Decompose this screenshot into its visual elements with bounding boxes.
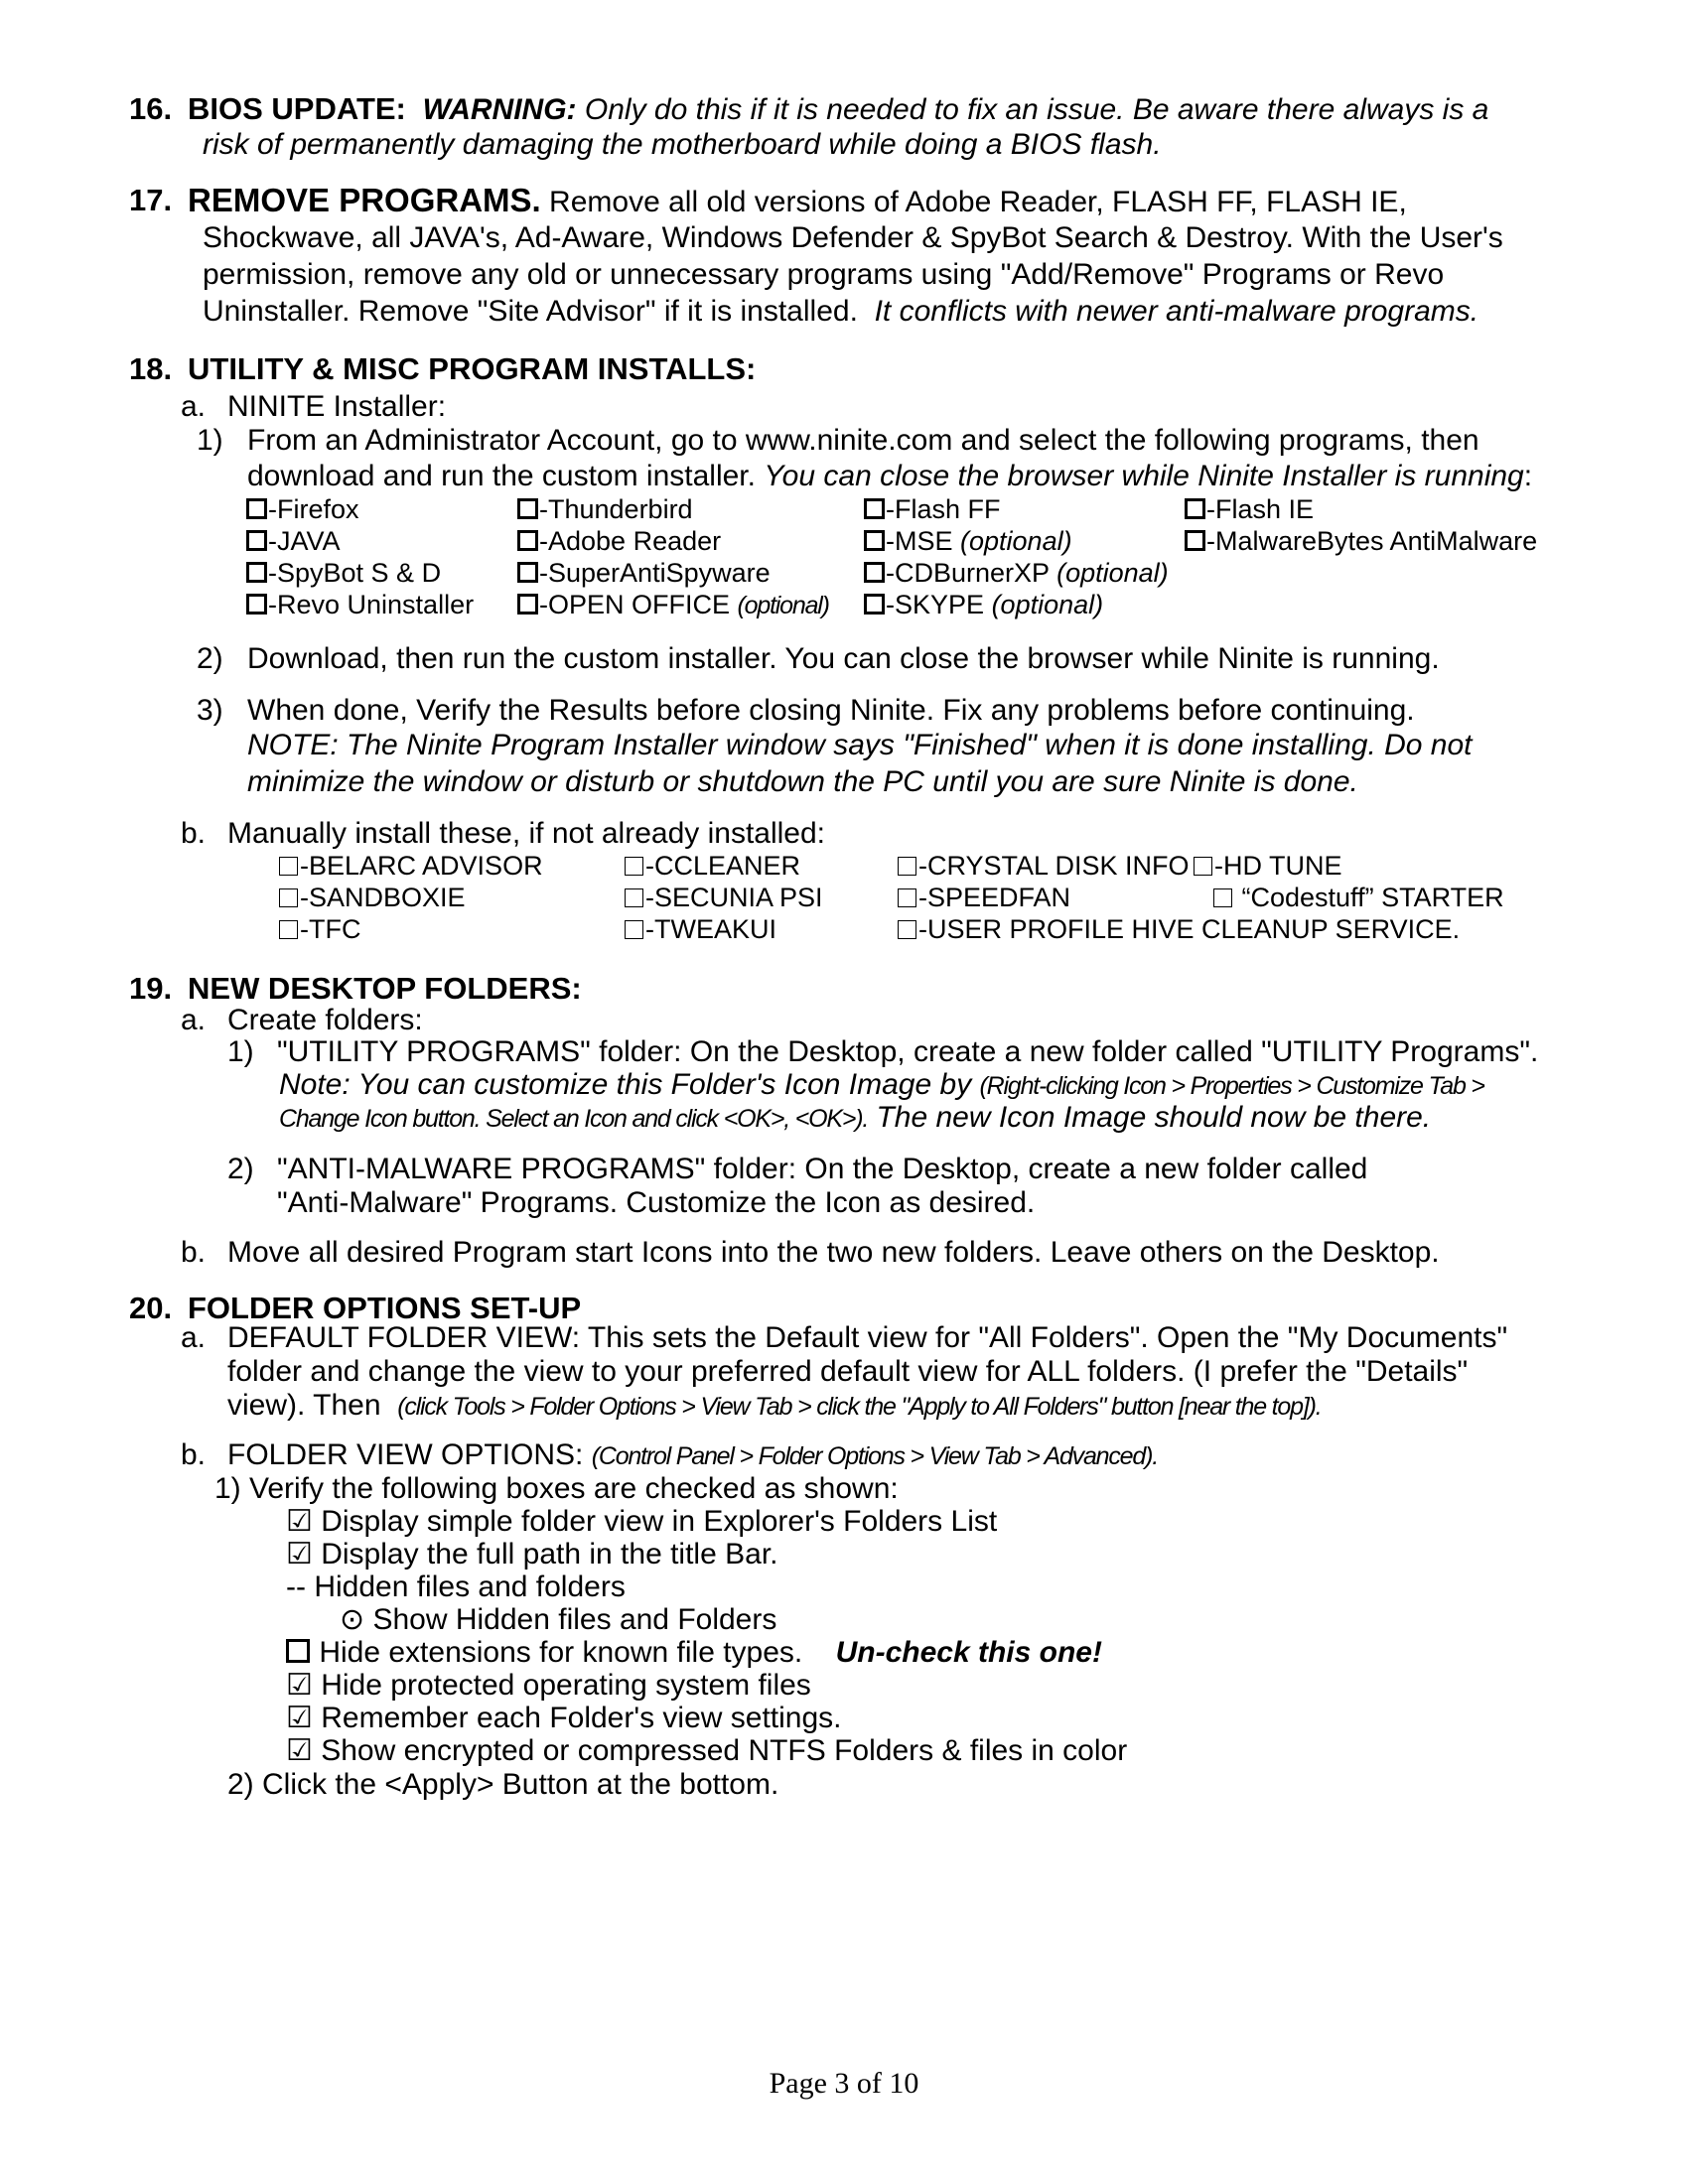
manual-checkbox-tweakui[interactable] — [625, 913, 776, 945]
item-19a2-number: 2) — [227, 1153, 254, 1185]
checkbox-label: -SKYPE — [886, 590, 985, 619]
checkbox-icon — [517, 562, 538, 583]
checkbox-label: -TWEAKUI — [645, 914, 776, 944]
ninite-checkbox-thunderbird[interactable] — [517, 493, 693, 525]
checkbox-label: -Thunderbird — [539, 494, 693, 524]
checkbox-icon — [246, 530, 267, 551]
option-hide-extensions[interactable] — [286, 1635, 1102, 1671]
item-19b-label: b. — [181, 1236, 207, 1269]
ninite-checkbox-adobe-reader[interactable] — [517, 525, 721, 557]
item-20a-line-3 — [227, 1388, 1321, 1425]
section-16-line-1 — [188, 91, 1488, 128]
checkbox-icon — [864, 498, 885, 519]
item-18a1-line-2-note: You can close the browser while Ninite Installer is running — [764, 460, 1524, 492]
item-18a1-line-2-colon: : — [1523, 460, 1533, 492]
checkbox-label: -CRYSTAL DISK INFO — [918, 851, 1190, 881]
option-hide-extensions-label: Hide extensions for known file types. — [311, 1636, 803, 1669]
checkbox-label: -OPEN OFFICE — [539, 590, 731, 619]
checkbox-icon — [625, 888, 643, 907]
item-20a-line-1: DEFAULT FOLDER VIEW: This sets the Default view for "All Folders". Open the "My Documents" — [227, 1321, 1508, 1354]
checkbox-label: -Flash FF — [886, 494, 1001, 524]
checkbox-icon — [864, 530, 885, 551]
item-18a3-number: 3) — [197, 694, 223, 727]
optional-note: (optional) — [960, 526, 1072, 556]
section-17-line-3: permission, remove any old or unnecessary programs using "Add/Remove" Programs or Revo — [203, 258, 1445, 291]
item-19b-text: Move all desired Program start Icons into the two new folders. Leave others on the Desktop. — [227, 1236, 1440, 1269]
checkbox-icon — [1185, 530, 1205, 551]
checkbox-label: -SPEEDFAN — [918, 883, 1071, 912]
ninite-checkbox-flash-ff[interactable] — [864, 493, 1001, 525]
manual-checkbox-user-profile-hive[interactable] — [898, 913, 1460, 945]
item-20b-label: b. — [181, 1438, 207, 1471]
section-19-title: NEW DESKTOP FOLDERS: — [188, 971, 582, 1006]
item-19a-label: a. — [181, 1004, 207, 1036]
section-18-number: 18. — [129, 351, 173, 386]
section-17-text: Remove all old versions of Adobe Reader, FLASH FF, FLASH IE, — [549, 186, 1407, 218]
item-20a-path: (click Tools > Folder Options > View Tab > click the "Apply to All Folders" button [near the top]). — [397, 1393, 1322, 1421]
checkbox-icon — [1194, 857, 1212, 876]
checkbox-icon — [246, 562, 267, 583]
checkbox-icon — [625, 857, 643, 876]
checkbox-icon — [898, 920, 916, 939]
checkbox-label: -Firefox — [268, 494, 359, 524]
item-19a2-line-2: "Anti-Malware" Programs. Customize the Icon as desired. — [277, 1186, 1036, 1219]
manual-checkbox-codestuff-starter[interactable] — [1213, 882, 1504, 913]
manual-checkbox-tfc[interactable] — [279, 913, 360, 945]
checkbox-icon — [246, 594, 267, 614]
checkbox-label: -MSE — [886, 526, 953, 556]
item-19a1-result: The new Icon Image should now be there. — [876, 1101, 1432, 1134]
checkbox-label: -SuperAntiSpyware — [539, 558, 771, 588]
item-18a2-number: 2) — [197, 642, 223, 675]
ninite-checkbox-flash-ie[interactable] — [1185, 493, 1314, 525]
item-18a3-line-2: NOTE: The Ninite Program Installer window says "Finished" when it is done installing. Do not — [247, 729, 1473, 761]
item-18a-text: NINITE Installer: — [227, 390, 447, 423]
item-19a1-line-3 — [279, 1100, 1431, 1137]
checkbox-unchecked-icon — [286, 1639, 310, 1663]
checkbox-icon — [1213, 888, 1232, 907]
section-17-line-1 — [188, 183, 1407, 220]
manual-checkbox-crystal-disk-info[interactable] — [898, 850, 1190, 882]
section-16-title: BIOS UPDATE: — [188, 91, 406, 126]
item-18a2-text: Download, then run the custom installer. You can close the browser while Ninite is running. — [247, 642, 1440, 675]
manual-checkbox-hd-tune[interactable] — [1194, 850, 1342, 882]
item-18a-label: a. — [181, 390, 207, 423]
item-19a1-path-cont: Change Icon button. Select an Icon and click <OK>, <OK>). — [279, 1105, 869, 1133]
checkbox-label: -USER PROFILE HIVE CLEANUP SERVICE. — [918, 914, 1461, 944]
manual-checkbox-speedfan[interactable] — [898, 882, 1070, 913]
section-19-number: 19. — [129, 971, 173, 1006]
item-20a-label: a. — [181, 1321, 207, 1354]
checkbox-icon — [898, 857, 916, 876]
item-20a-line-2: folder and change the view to your preferred default view for ALL folders. (I prefer the "Details" — [227, 1355, 1469, 1388]
item-18a1-line-2 — [247, 459, 1532, 494]
checkbox-icon — [246, 498, 267, 519]
optional-note: (optional) — [737, 592, 829, 619]
item-18a1-number: 1) — [197, 424, 223, 457]
manual-checkbox-belarc[interactable] — [279, 850, 543, 882]
manual-checkbox-ccleaner[interactable] — [625, 850, 800, 882]
section-18-title: UTILITY & MISC PROGRAM INSTALLS: — [188, 351, 757, 386]
section-20-title: FOLDER OPTIONS SET-UP — [188, 1291, 582, 1325]
checkbox-label: -BELARC ADVISOR — [300, 851, 543, 881]
section-17-line-4 — [203, 294, 1478, 330]
warning-text: Only do this if it is needed to fix an issue. Be aware there always is a — [584, 93, 1489, 126]
checkbox-label: -MalwareBytes AntiMalware — [1206, 526, 1538, 556]
checkbox-icon — [898, 888, 916, 907]
checkbox-icon — [625, 920, 643, 939]
option-ntfs-color[interactable]: ☑ Show encrypted or compressed NTFS Folders & files in color — [286, 1734, 1128, 1767]
checkbox-label: “Codestuff” STARTER — [1234, 883, 1504, 912]
manual-checkbox-secunia[interactable] — [625, 882, 823, 913]
checkbox-label: -JAVA — [268, 526, 341, 556]
item-19a2-line-1: "ANTI-MALWARE PROGRAMS" folder: On the Desktop, create a new folder called — [277, 1153, 1368, 1185]
apply-instruction: 2) Click the <Apply> Button at the bottom. — [227, 1768, 779, 1801]
option-remember-view-settings[interactable]: ☑ Remember each Folder's view settings. — [286, 1702, 842, 1734]
option-full-path-title-bar[interactable]: ☑ Display the full path in the title Bar. — [286, 1538, 778, 1570]
item-20b-text: FOLDER VIEW OPTIONS: — [227, 1438, 584, 1471]
item-18a1-line-2-text: download and run the custom installer. — [247, 460, 756, 492]
checkbox-label: -SpyBot S & D — [268, 558, 442, 588]
section-17-line-4-note: It conflicts with newer anti-malware programs. — [874, 295, 1479, 328]
manual-checkbox-sandboxie[interactable] — [279, 882, 466, 913]
checkbox-icon — [864, 562, 885, 583]
option-hide-protected-files[interactable]: ☑ Hide protected operating system files — [286, 1669, 811, 1702]
option-hidden-files-group: -- Hidden files and folders — [286, 1570, 626, 1603]
ninite-checkbox-open-office[interactable] — [517, 589, 829, 621]
item-19a-text: Create folders: — [227, 1004, 423, 1036]
item-18a3-line-1: When done, Verify the Results before closing Ninite. Fix any problems before continuing. — [247, 694, 1415, 727]
checkbox-icon — [1185, 498, 1205, 519]
item-20a-line-3-text: view). Then — [227, 1389, 381, 1422]
ninite-checkbox-spybot[interactable] — [246, 557, 441, 589]
checkbox-icon — [517, 530, 538, 551]
checkbox-icon — [279, 857, 298, 876]
verify-instruction: 1) Verify the following boxes are checked as shown: — [214, 1472, 899, 1505]
checkbox-icon — [517, 594, 538, 614]
ninite-checkbox-superantispyware[interactable] — [517, 557, 771, 589]
ninite-checkbox-malwarebytes[interactable] — [1185, 525, 1537, 557]
checkbox-label: -Adobe Reader — [539, 526, 722, 556]
checkbox-icon — [864, 594, 885, 614]
item-18a1-line-1: From an Administrator Account, go to www.ninite.com and select the following programs, then — [247, 424, 1479, 457]
checkbox-label: -CCLEANER — [645, 851, 801, 881]
ninite-checkbox-java[interactable] — [246, 525, 341, 557]
item-18b-label: b. — [181, 817, 207, 850]
ninite-checkbox-revo[interactable] — [246, 589, 474, 620]
item-19a1-line-2 — [279, 1067, 1484, 1104]
item-19a1-line-1: "UTILITY PROGRAMS" folder: On the Desktop, create a new folder called "UTILITY Programs". — [277, 1035, 1539, 1068]
item-19a1-number: 1) — [227, 1035, 254, 1068]
checkbox-icon — [279, 888, 298, 907]
item-19a1-path: (Right-clicking Icon > Properties > Customize Tab > — [979, 1072, 1484, 1100]
item-19a1-note: Note: You can customize this Folder's Icon Image by — [279, 1068, 972, 1101]
option-simple-folder-view[interactable]: ☑ Display simple folder view in Explorer's Folders List — [286, 1505, 998, 1538]
checkbox-icon — [279, 920, 298, 939]
ninite-checkbox-firefox[interactable] — [246, 493, 359, 525]
checkbox-icon — [517, 498, 538, 519]
checkbox-label: -TFC — [300, 914, 361, 944]
ninite-checkbox-cdburnerxp[interactable] — [864, 557, 1169, 589]
item-18a3-line-3: minimize the window or disturb or shutdown the PC until you are sure Ninite is done. — [247, 765, 1358, 798]
section-17-line-4-text: Uninstaller. Remove "Site Advisor" if it is installed. — [203, 295, 858, 328]
checkbox-label: -CDBurnerXP — [886, 558, 1050, 588]
item-18b-text: Manually install these, if not already installed: — [227, 817, 825, 850]
section-17-line-2: Shockwave, all JAVA's, Ad-Aware, Windows Defender & SpyBot Search & Destroy. With the User's — [203, 221, 1503, 254]
section-20-number: 20. — [129, 1291, 173, 1325]
section-16-number: 16. — [129, 91, 173, 126]
optional-note: (optional) — [1056, 558, 1169, 588]
ninite-checkbox-mse[interactable] — [864, 525, 1072, 557]
ninite-checkbox-skype[interactable] — [864, 589, 1103, 620]
checkbox-label: -HD TUNE — [1214, 851, 1342, 881]
checkbox-label: -SANDBOXIE — [300, 883, 466, 912]
section-17-number: 17. — [129, 183, 173, 217]
section-16-line-2: risk of permanently damaging the motherboard while doing a BIOS flash. — [203, 128, 1162, 161]
section-17-title: REMOVE PROGRAMS. — [188, 182, 541, 218]
optional-note: (optional) — [991, 590, 1104, 619]
page-number: Page 3 of 10 — [769, 2067, 919, 2100]
checkbox-label: -Revo Uninstaller — [268, 590, 475, 619]
item-20b-path: (Control Panel > Folder Options > View Tab > Advanced). — [591, 1442, 1158, 1470]
option-show-hidden-radio[interactable]: ⊙ Show Hidden files and Folders — [340, 1603, 777, 1636]
warning-label: WARNING: — [422, 93, 577, 126]
uncheck-note: Un-check this one! — [835, 1636, 1102, 1669]
checkbox-label: -Flash IE — [1206, 494, 1315, 524]
item-20b-line — [227, 1437, 1158, 1474]
checkbox-label: -SECUNIA PSI — [645, 883, 823, 912]
